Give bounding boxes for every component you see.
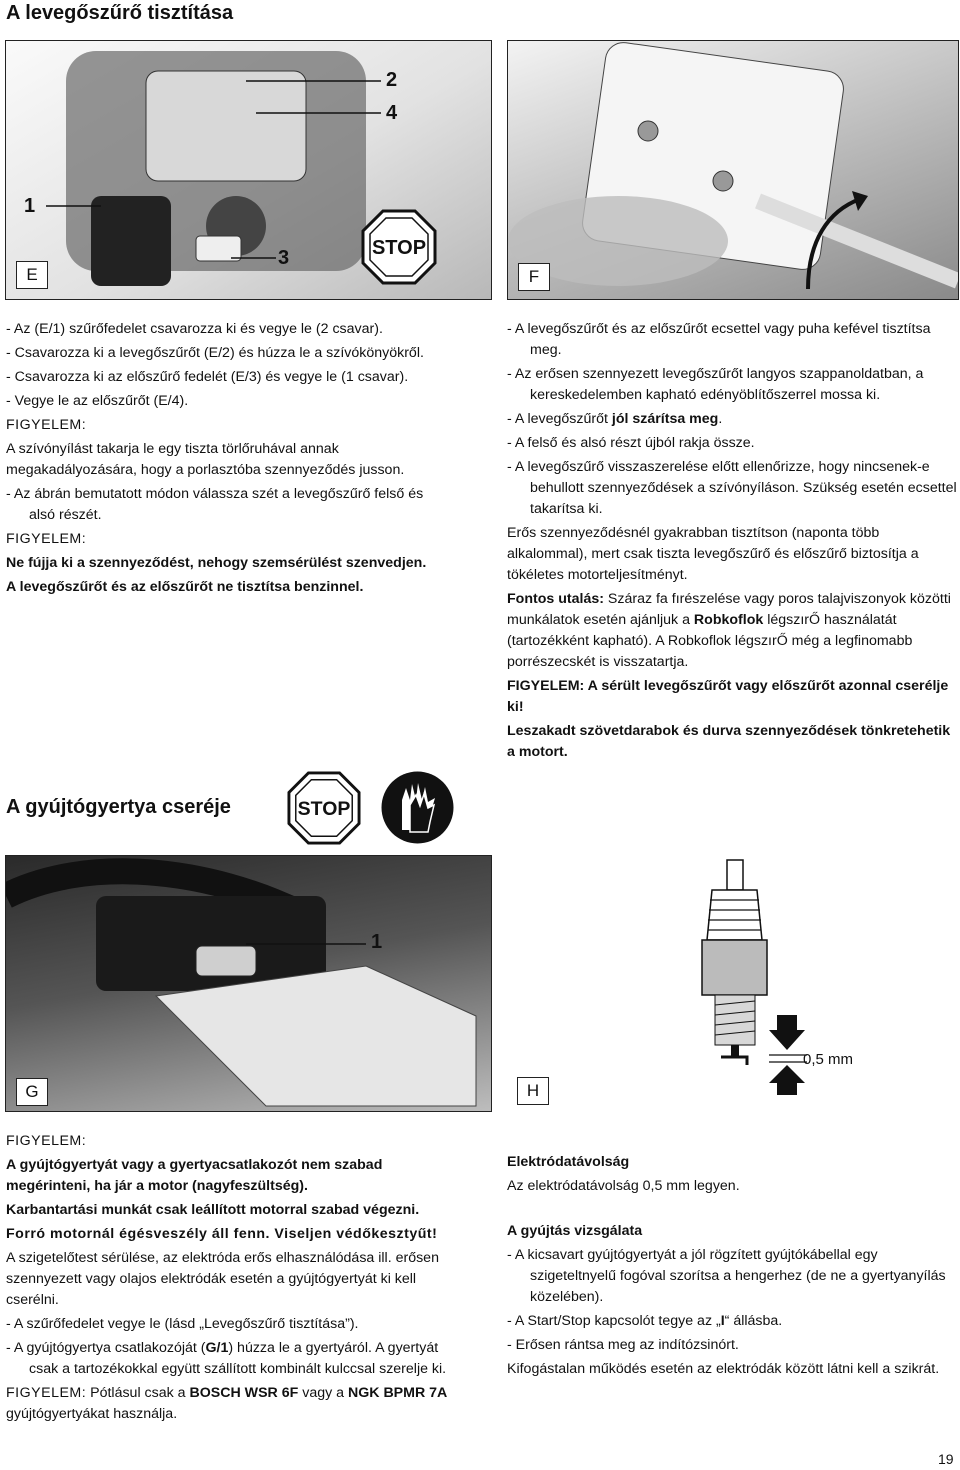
figure-label-f: F xyxy=(518,263,550,291)
warning-text-1: A szívónyílást takarja le egy tiszta törlőruhával annak megakadályozására, hogy a porlasztóba szennyeződés jusson. xyxy=(6,441,405,478)
spark-plug-connector-illustration xyxy=(6,856,491,1111)
note-important: Fontos utalás: Száraz fa fırészelése vagy poros talajviszonyok közötti munkálatok esetén ajánljuk a Robkoflok légszırŐ használatát (tartozékként kapható). A Robkoflok légszırŐ még a legfinomabb porrészecskét is visszatartja. xyxy=(507,591,951,670)
step-e4: - Vegye le az előszűrőt (E/4). xyxy=(6,393,189,409)
section-title-air-filter: A levegőszűrő tisztítása xyxy=(6,2,234,24)
step-e3: - Csavarozza ki az előszűrő fedelét (E/3) és vegye le (1 csavar). xyxy=(6,369,409,385)
step-brush: - A levegőszűrőt és az előszűrőt ecsettel vagy puha kefével tisztítsa meg. xyxy=(507,321,931,358)
step-reassemble: - A felső és alsó részt újból rakja össze. xyxy=(507,435,755,451)
callout-g1: 1 xyxy=(371,931,383,953)
spark-plug-steps-right xyxy=(507,1152,957,1383)
air-filter-steps-left xyxy=(6,319,452,601)
gap-measurement: 0,5 mm xyxy=(803,1051,854,1068)
step-e2: - Csavarozza ki a levegőszűrőt (E/2) és húzza le a szívókönyökről. xyxy=(6,345,424,361)
step-e1: - Az (E/1) szűrőfedelet csavarozza ki és vegye le (2 csavar). xyxy=(6,321,383,337)
spark-plug-illustration xyxy=(507,855,957,1110)
note-spark: Kifogástalan működés esetén az elektródák között látni kell a szikrát. xyxy=(507,1361,940,1377)
stop-sign-text: STOP xyxy=(371,237,427,259)
warning-engine-off: Karbantartási munkát csak leállított motorral szabad végezni. xyxy=(6,1202,420,1218)
figure-e-photo xyxy=(5,40,492,300)
note-replacement-plugs: FIGYELEM: Pótlásul csak a BOSCH WSR 6F vagy a NGK BPMR 7A gyújtógyertyákat használja. xyxy=(6,1385,448,1422)
warning-engine-damage: Leszakadt szövetdarabok és durva szennyeződések tönkretehetik a motort. xyxy=(507,723,951,760)
step-pull-cord: - Erősen rántsa meg az indítózsinórt. xyxy=(507,1337,739,1353)
figure-g-photo xyxy=(5,855,492,1112)
step-switch-on: - A Start/Stop kapcsolót tegye az „I“ állásba. xyxy=(507,1313,783,1329)
stop-sign-icon-2 xyxy=(287,771,361,845)
step-dry: - A levegőszűrőt jól szárítsa meg. xyxy=(507,411,723,427)
protective-gloves-icon xyxy=(380,770,455,845)
page-number: 19 xyxy=(938,1451,954,1467)
warning-text-2: Ne fújja ki a szennyeződést, nehogy szemsérülést szenvedjen. xyxy=(6,555,427,571)
figure-h-spark-plug xyxy=(507,855,957,1110)
heading-electrode-gap: Elektródatávolság xyxy=(507,1154,630,1170)
callout-2: 2 xyxy=(386,69,398,91)
figure-label-g: G xyxy=(16,1078,48,1106)
callout-4: 4 xyxy=(386,102,398,124)
electrode-gap-text: Az elektródatávolság 0,5 mm legyen. xyxy=(507,1178,740,1194)
filter-hand-illustration xyxy=(508,41,958,299)
figure-f-photo xyxy=(507,40,959,300)
figure-label-e: E xyxy=(16,261,48,289)
step-remove-plug: - A gyújtógyertya csatlakozóját (G/1) húzza le a gyertyáról. A gyertyát csak a tartozékokkal együtt szállított kombinált kulccsal szerelje ki. xyxy=(6,1340,447,1377)
warning-damaged-filter: FIGYELEM: A sérült levegőszűrőt vagy előszűrőt azonnal cserélje ki! xyxy=(507,678,949,715)
step-check: - A levegőszűrő visszaszerelése előtt ellenőrizze, hogy nincsenek-e behullott szennyeződések a szívónyíláson. Szükség esetén ecsettel takarítsa ki. xyxy=(507,459,957,517)
warning-label-3: FIGYELEM: xyxy=(6,1133,87,1149)
step-wash: - Az erősen szennyezett levegőszűrőt langyos szappanoldatban, a kereskedelemben kapható edényöblítőszerrel mossa ki. xyxy=(507,366,924,403)
section-title-spark-plug: A gyújtógyertya cseréje xyxy=(6,796,231,818)
air-filter-steps-right xyxy=(507,319,957,766)
warning-label-1: FIGYELEM: xyxy=(6,417,87,433)
step-clamp-plug: - A kicsavart gyújtógyertyát a jól rögzített gyújtókábellal egy szigeteltnyelű fogóval szorítsa a hengerhez (de ne a gyertyanyílás közelében). xyxy=(507,1247,946,1305)
note-frequent-cleaning: Erős szennyeződésnél gyakrabban tisztítson (naponta több alkalommal), mert csak tiszta levegőszűrő és előszűrő biztosítja a tökéletes motorteljesítményt. xyxy=(507,525,919,583)
heading-ignition-test: A gyújtás vizsgálata xyxy=(507,1223,643,1239)
warning-text-3: A levegőszűrőt és az előszűrőt ne tisztítsa benzinnel. xyxy=(6,579,364,595)
callout-3: 3 xyxy=(278,247,290,269)
figure-label-h: H xyxy=(517,1077,549,1105)
step-remove-cover: - A szűrőfedelet vegye le (lásd „Levegőszűrő tisztítása”). xyxy=(6,1316,359,1332)
step-separate: - Az ábrán bemutatott módon válassza szét a levegőszűrő felső és alsó részét. xyxy=(6,486,424,523)
warning-burn: Forró motornál égésveszély áll fenn. Viseljen védőkesztyűt! xyxy=(6,1226,438,1242)
note-replace: A szigetelőtest sérülése, az elektróda erős elhasználódása ill. erősen szennyezett vagy olajos elektródák esetén a gyújtógyertyát ki kell cserélni. xyxy=(6,1250,439,1308)
callout-1: 1 xyxy=(24,195,36,217)
stop-sign-text-2: STOP xyxy=(297,797,351,820)
warning-high-voltage: A gyújtógyertyát vagy a gyertyacsatlakozót nem szabad megérinteni, ha jár a motor (nagyfeszültség). xyxy=(6,1157,383,1194)
stop-sign-icon xyxy=(361,209,437,285)
warning-label-2: FIGYELEM: xyxy=(6,531,87,547)
spark-plug-steps-left xyxy=(6,1131,458,1428)
